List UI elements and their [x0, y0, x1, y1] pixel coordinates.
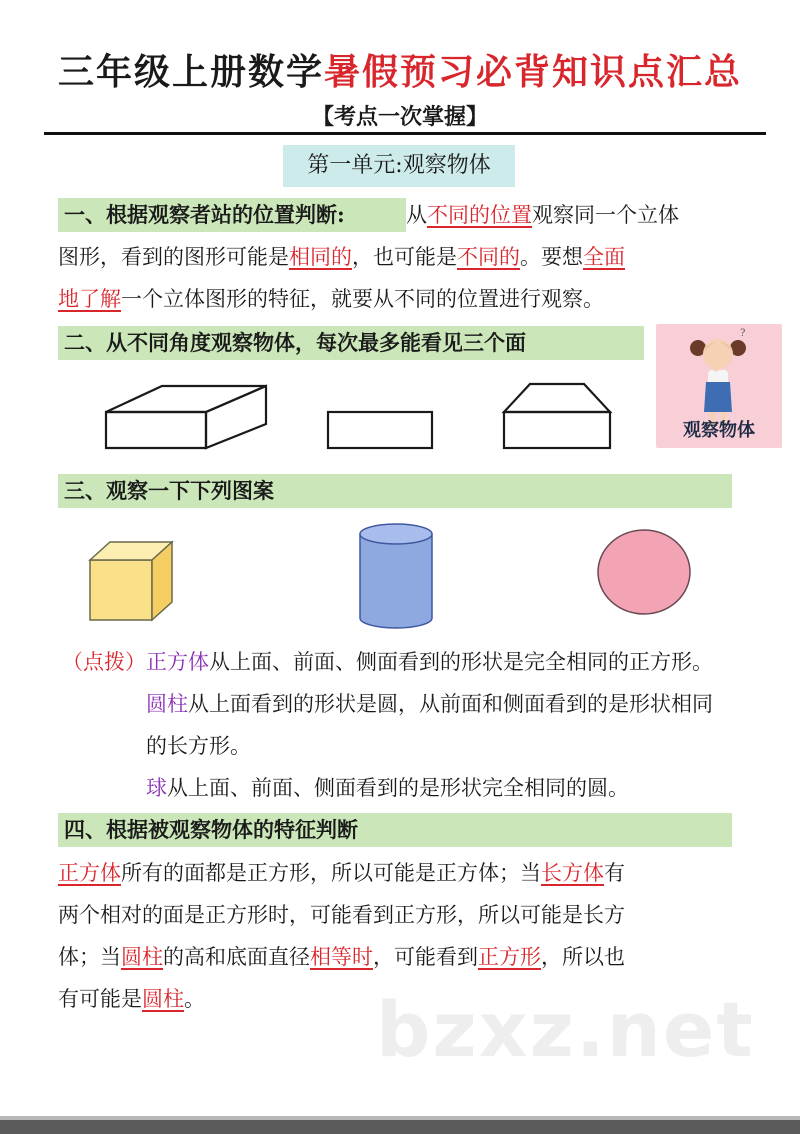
text: 从上面、前面、侧面看到的是形状完全相同的圆。 — [167, 776, 629, 800]
text: 所有的面都是正方形，所以可能是正方体；当 — [121, 861, 541, 885]
box-3d-top — [106, 386, 266, 412]
section4-line4 — [58, 978, 205, 1020]
cylinder-shape — [360, 524, 432, 628]
text: 体；当 — [58, 945, 121, 969]
cube-shape — [90, 542, 172, 620]
text: 观察同一个立体 — [532, 203, 679, 227]
text: 。 — [184, 987, 205, 1011]
keyword: 地了解 — [58, 287, 121, 311]
box-front-view — [328, 412, 432, 448]
ball-term: 球 — [146, 776, 167, 800]
keyword: 圆柱 — [121, 945, 163, 969]
note-label: （点拨） — [62, 650, 146, 674]
title-part2: 暑假预习必背知识点汇总 — [324, 51, 743, 93]
text: 从上面看到的形状是圆，从前面和侧面看到的是形状相同 — [188, 692, 713, 716]
section4-heading-bar — [58, 813, 732, 847]
keyword: 圆柱 — [142, 987, 184, 1011]
section3-heading-bar — [58, 474, 732, 508]
section1-line3 — [58, 278, 604, 320]
text: ，也可能是 — [352, 245, 457, 269]
keyword: 正方体 — [58, 861, 121, 885]
cube-term: 正方体 — [146, 650, 209, 674]
text: 。要想 — [520, 245, 583, 269]
watermark: bzxz.net — [376, 985, 755, 1074]
title-part1: 三年级上册数学 — [57, 51, 324, 93]
note-ball-line — [146, 767, 629, 809]
note-cylinder-line2: 的长方形。 — [146, 734, 251, 758]
text: 从上面、前面、侧面看到的形状是完全相同的正方形。 — [209, 650, 713, 674]
keyword: 全面 — [583, 245, 625, 269]
observe-objects-picture — [656, 324, 782, 448]
keyword: 正方形 — [478, 945, 541, 969]
section4-line1 — [58, 852, 625, 894]
section4-line3 — [58, 936, 625, 978]
section3-heading: 三、观察一下下列图案 — [64, 478, 274, 503]
text: ，可能看到 — [373, 945, 478, 969]
section1-line1 — [406, 194, 679, 236]
text: 的高和底面直径 — [163, 945, 310, 969]
page-subtitle: 【考点一次掌握】 — [311, 104, 488, 130]
text: 从 — [406, 203, 427, 227]
box-side-view-front — [504, 412, 610, 448]
note-cylinder-line1 — [146, 683, 713, 725]
text: 有 — [604, 861, 625, 885]
section1-heading: 一、根据观察者站的位置判断: — [64, 202, 345, 227]
section2-heading: 二、从不同角度观察物体，每次最多能看见三个面 — [64, 330, 526, 355]
text: 图形，看到的图形可能是 — [58, 245, 289, 269]
unit-heading: 第一单元:观察物体 — [283, 145, 515, 187]
picture-caption: 观察物体 — [683, 420, 755, 441]
section1-heading-bar — [58, 198, 406, 232]
keyword: 相同的 — [289, 245, 352, 269]
text: ，所以也 — [541, 945, 625, 969]
note-cube-line — [62, 641, 713, 683]
cylinder-term: 圆柱 — [146, 692, 188, 716]
page-title — [0, 44, 800, 95]
section4-line2: 两个相对的面是正方形时，可能看到正方形，所以可能是长方 — [58, 903, 625, 927]
text: 有可能是 — [58, 987, 142, 1011]
sphere-shape — [598, 530, 690, 614]
title-divider — [44, 132, 766, 135]
section2-heading-bar — [58, 326, 644, 360]
keyword: 不同的位置 — [427, 203, 532, 227]
bottom-edge — [0, 1120, 800, 1134]
box-side-view-top — [504, 384, 610, 412]
svg-text:?: ? — [740, 328, 746, 339]
text: 一个立体图形的特征，就要从不同的位置进行观察。 — [121, 287, 604, 311]
keyword: 相等时 — [310, 945, 373, 969]
box-3d-side — [206, 386, 266, 448]
box-3d-front — [106, 412, 206, 448]
section4-heading: 四、根据被观察物体的特征判断 — [64, 817, 358, 842]
section1-line2 — [58, 236, 625, 278]
box-views-figure — [96, 376, 626, 458]
keyword: 不同的 — [457, 245, 520, 269]
shapes-figure — [82, 520, 702, 630]
keyword: 长方体 — [541, 861, 604, 885]
